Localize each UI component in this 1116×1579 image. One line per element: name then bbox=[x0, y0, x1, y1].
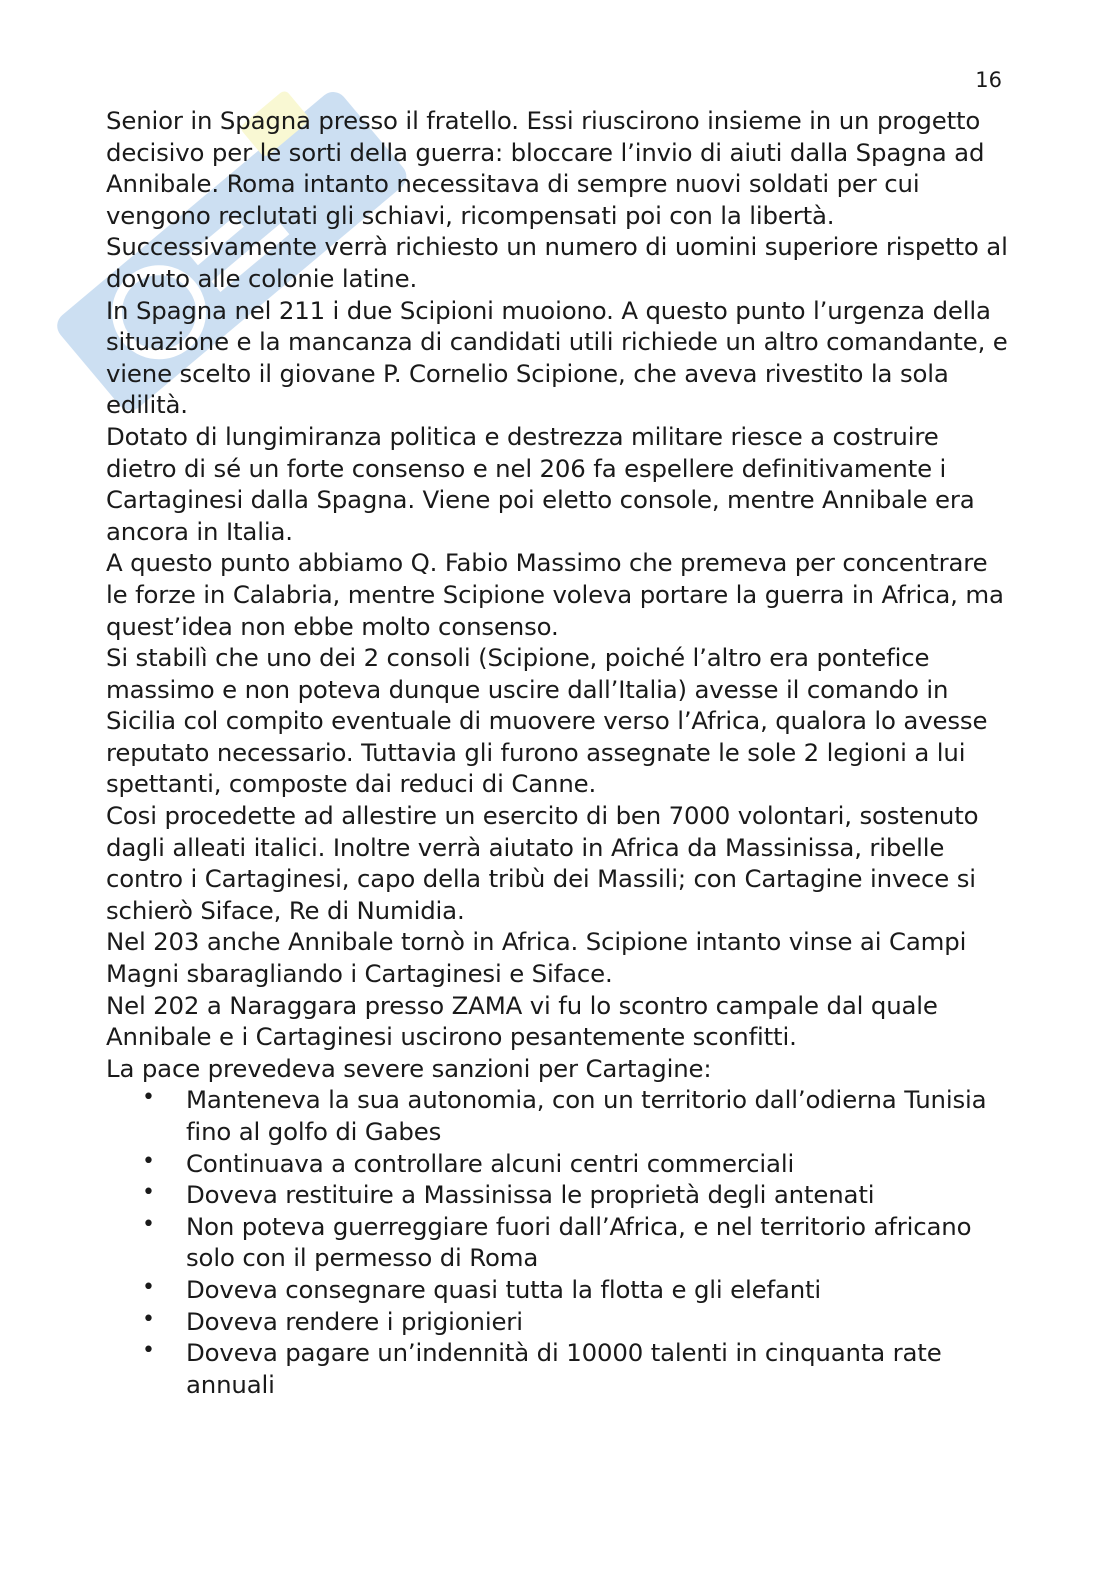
paragraph: Senior in Spagna presso il fratello. Essi riuscirono insieme in un progetto decisivo per le sorti della guerra: bloccare l’invio di aiuti dalla Spagna ad Annibale. Roma intanto necessitava di sempre nuovi soldati per cui vengono reclutati gli schiavi, ricompensati poi con la libertà. Successivamente verrà richiesto un numero di uomini superiore rispetto al dovuto alle colonie latine. bbox=[106, 106, 1008, 293]
list-item-text: Doveva consegnare quasi tutta la flotta e gli elefanti bbox=[186, 1274, 822, 1304]
paragraph: In Spagna nel 211 i due Scipioni muoiono. A questo punto l’urgenza della situazione e la mancanza di candidati utili richiede un altro comandante, e viene scelto il giovane P. Cornelio Scipione, che aveva rivestito la sola edilità. bbox=[106, 295, 1008, 420]
bullet-icon: • bbox=[142, 1211, 155, 1237]
paragraph: Si stabilì che uno dei 2 consoli (Scipione, poiché l’altro era pontefice massimo e non poteva dunque uscire dall’Italia) avesse il comando in Sicilia col compito eventuale di muovere verso l’Africa, qualora lo avesse reputato necessario. Tuttavia gli furono assegnate le sole 2 legioni a lui spettanti, composte dai reduci di Canne. bbox=[106, 643, 988, 799]
list-item bbox=[142, 1274, 1011, 1306]
list-item bbox=[142, 1084, 1011, 1147]
sanctions-list bbox=[106, 1084, 1011, 1400]
page-number: 16 bbox=[975, 68, 1002, 92]
list-item bbox=[142, 1337, 1011, 1400]
list-item bbox=[142, 1179, 1011, 1211]
list-item bbox=[142, 1148, 1011, 1180]
paragraph: Nel 203 anche Annibale tornò in Africa. Scipione intanto vinse ai Campi Magni sbaragliando i Cartaginesi e Siface. bbox=[106, 927, 967, 989]
list-item bbox=[142, 1306, 1011, 1338]
list-item-text: Non poteva guerreggiare fuori dall’Africa, e nel territorio africano solo con il permesso di Roma bbox=[186, 1211, 972, 1273]
paragraph: A questo punto abbiamo Q. Fabio Massimo che premeva per concentrare le forze in Calabria, mentre Scipione voleva portare la guerra in Africa, ma quest’idea non ebbe molto consenso. bbox=[106, 548, 1004, 641]
bullet-icon: • bbox=[142, 1180, 155, 1206]
bullet-icon: • bbox=[142, 1148, 155, 1174]
bullet-icon: • bbox=[142, 1085, 155, 1111]
paragraph: Dotato di lungimiranza politica e destrezza militare riesce a costruire dietro di sé un forte consenso e nel 206 fa espellere definitivamente i Cartaginesi dalla Spagna. Viene poi eletto console, mentre Annibale era ancora in Italia. bbox=[106, 421, 975, 546]
document-body bbox=[106, 105, 1011, 1400]
list-item-text: Manteneva la sua autonomia, con un territorio dall’odierna Tunisia fino al golfo di Gabes bbox=[186, 1085, 987, 1146]
bullet-icon: • bbox=[142, 1274, 155, 1300]
paragraph: Nel 202 a Naraggara presso ZAMA vi fu lo scontro campale dal quale Annibale e i Cartaginesi uscirono pesantemente sconfitti. bbox=[106, 990, 938, 1052]
bullet-icon: • bbox=[142, 1306, 155, 1332]
list-item-text: Continuava a controllare alcuni centri commerciali bbox=[186, 1148, 795, 1178]
list-item-text: Doveva pagare un’indennità di 10000 talenti in cinquanta rate annuali bbox=[186, 1338, 942, 1399]
list-item-text: Doveva restituire a Massinissa le proprietà degli antenati bbox=[186, 1180, 875, 1210]
paragraph: La pace prevedeva severe sanzioni per Cartagine: bbox=[106, 1053, 712, 1083]
bullet-icon: • bbox=[142, 1338, 155, 1364]
paragraph: Cosi procedette ad allestire un esercito di ben 7000 volontari, sostenuto dagli alleati italici. Inoltre verrà aiutato in Africa da Massinissa, ribelle contro i Cartaginesi, capo della tribù dei Massili; con Cartagine invece si schierò Siface, Re di Numidia. bbox=[106, 801, 979, 925]
list-item bbox=[142, 1211, 1011, 1274]
list-item-text: Doveva rendere i prigionieri bbox=[186, 1306, 523, 1336]
